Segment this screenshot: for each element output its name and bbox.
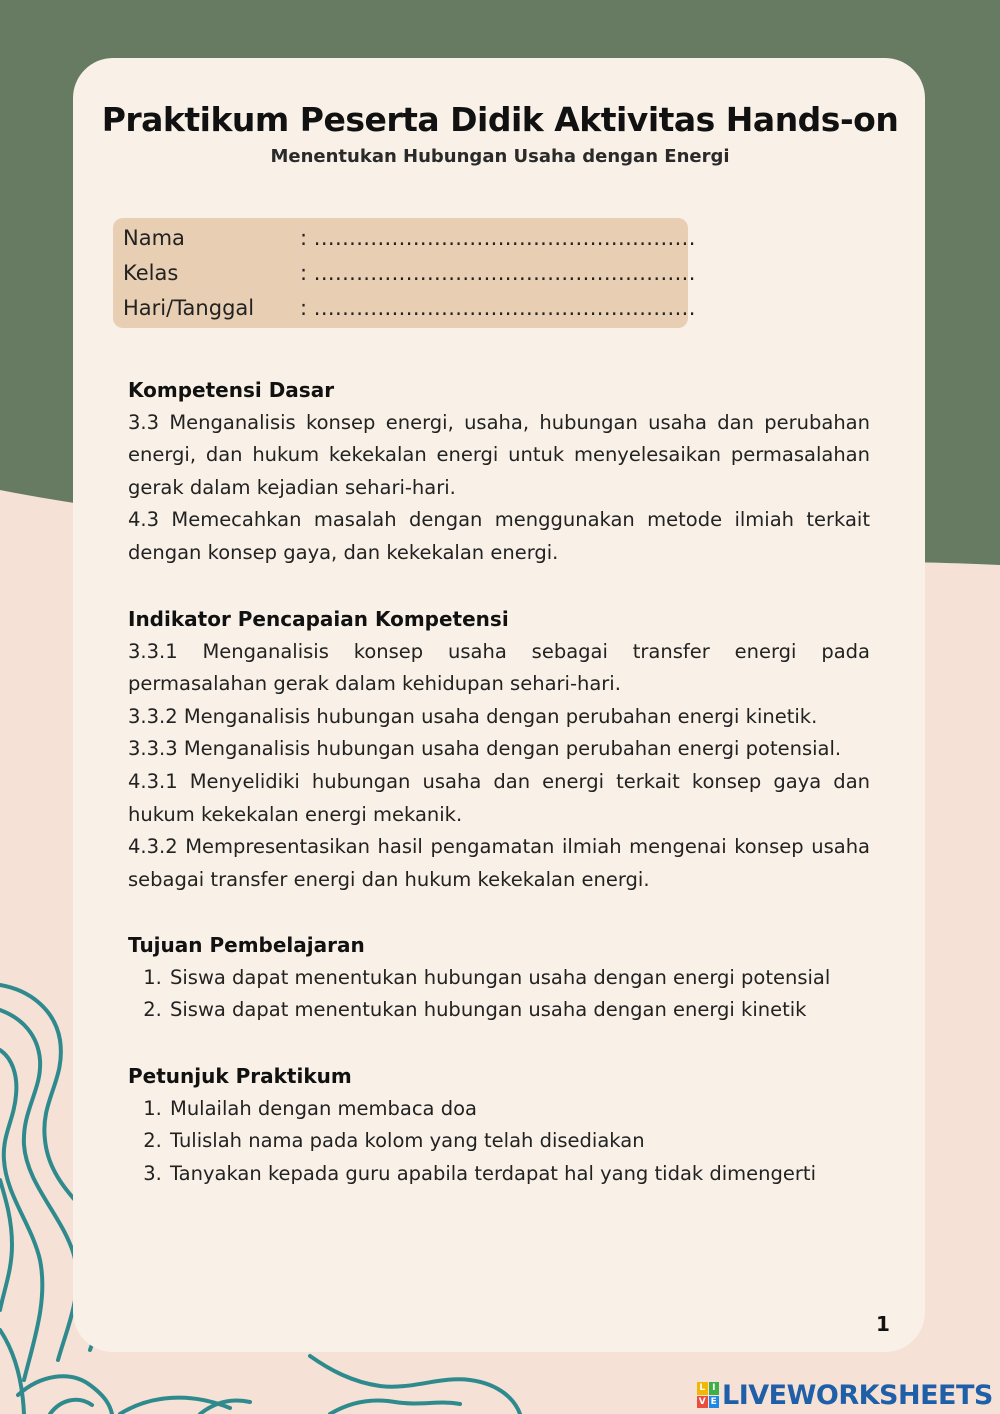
identity-row-nama	[123, 221, 696, 255]
identity-row-hari-tanggal	[123, 291, 696, 325]
indikator-item: 4.3.2 Mempresentasikan hasil pengamatan ilmiah mengenai konsep usaha sebagai transfer energi dan hukum kekekalan energi.	[128, 835, 870, 891]
class-field[interactable]: ......................................................	[313, 261, 696, 285]
indikator-item: 3.3.3 Menganalisis hubungan usaha dengan perubahan energi potensial.	[128, 737, 842, 761]
name-field[interactable]: ......................................................	[313, 226, 696, 250]
section-heading: Indikator Pencapaian Kompetensi	[128, 607, 509, 631]
indikator-item: 3.3.1 Menganalisis konsep usaha sebagai transfer energi pada permasalahan gerak dalam kehidupan sehari-hari.	[128, 639, 870, 696]
list-item: 1. Siswa dapat menentukan hubungan usaha dengan energi potensial	[168, 962, 870, 995]
identity-separator: :	[300, 261, 308, 285]
tujuan-section	[128, 929, 870, 1027]
identity-separator: :	[300, 296, 308, 320]
section-heading: Kompetensi Dasar	[128, 378, 335, 402]
date-field[interactable]: ......................................................	[313, 296, 696, 320]
indikator-item: 4.3.1 Menyelidiki hubungan usaha dan energi terkait konsep gaya dan hukum kekekalan energi mekanik.	[128, 769, 870, 826]
section-heading: Tujuan Pembelajaran	[128, 933, 365, 957]
tujuan-list	[128, 962, 870, 1027]
list-item: 2. Tulislah nama pada kolom yang telah disediakan	[168, 1125, 870, 1158]
list-item: 2. Siswa dapat menentukan hubungan usaha dengan energi kinetik	[168, 994, 870, 1027]
indikator-item: 3.3.2 Menganalisis hubungan usaha dengan perubahan energi kinetik.	[128, 704, 818, 728]
list-item: 3. Tanyakan kepada guru apabila terdapat hal yang tidak dimengerti	[168, 1158, 870, 1191]
identity-label: Kelas	[123, 261, 179, 285]
watermark-text: LIVEWORKSHEETS	[722, 1379, 993, 1411]
kompetensi-dasar-section	[128, 374, 870, 570]
identity-row-kelas	[123, 256, 696, 290]
kd-item: 3.3 Menganalisis konsep energi, usaha, hubungan usaha dan perubahan energi, dan hukum kekekalan energi untuk menyelesaikan permasalahan gerak dalam kejadian sehari-hari.	[128, 410, 870, 499]
kd-item: 4.3 Memecahkan masalah dengan menggunakan metode ilmiah terkait dengan konsep gaya, dan kekekalan energi.	[128, 508, 870, 564]
indikator-section	[128, 603, 870, 896]
petunjuk-list	[128, 1093, 870, 1191]
liveworksheets-logo-icon: L I V E	[697, 1382, 719, 1408]
list-item: 1. Mulailah dengan membaca doa	[168, 1093, 870, 1126]
page-number: 1	[876, 1312, 890, 1336]
section-heading: Petunjuk Praktikum	[128, 1064, 352, 1088]
student-identity-box	[113, 218, 696, 328]
petunjuk-section	[128, 1060, 870, 1190]
page-subtitle: Menentukan Hubungan Usaha dengan Energi	[270, 146, 730, 167]
identity-label: Hari/Tanggal	[123, 296, 255, 320]
liveworksheets-watermark	[697, 1378, 993, 1412]
identity-separator: :	[300, 226, 308, 250]
page-title: Praktikum Peserta Didik Aktivitas Hands-on	[101, 100, 899, 139]
identity-label: Nama	[123, 226, 185, 250]
